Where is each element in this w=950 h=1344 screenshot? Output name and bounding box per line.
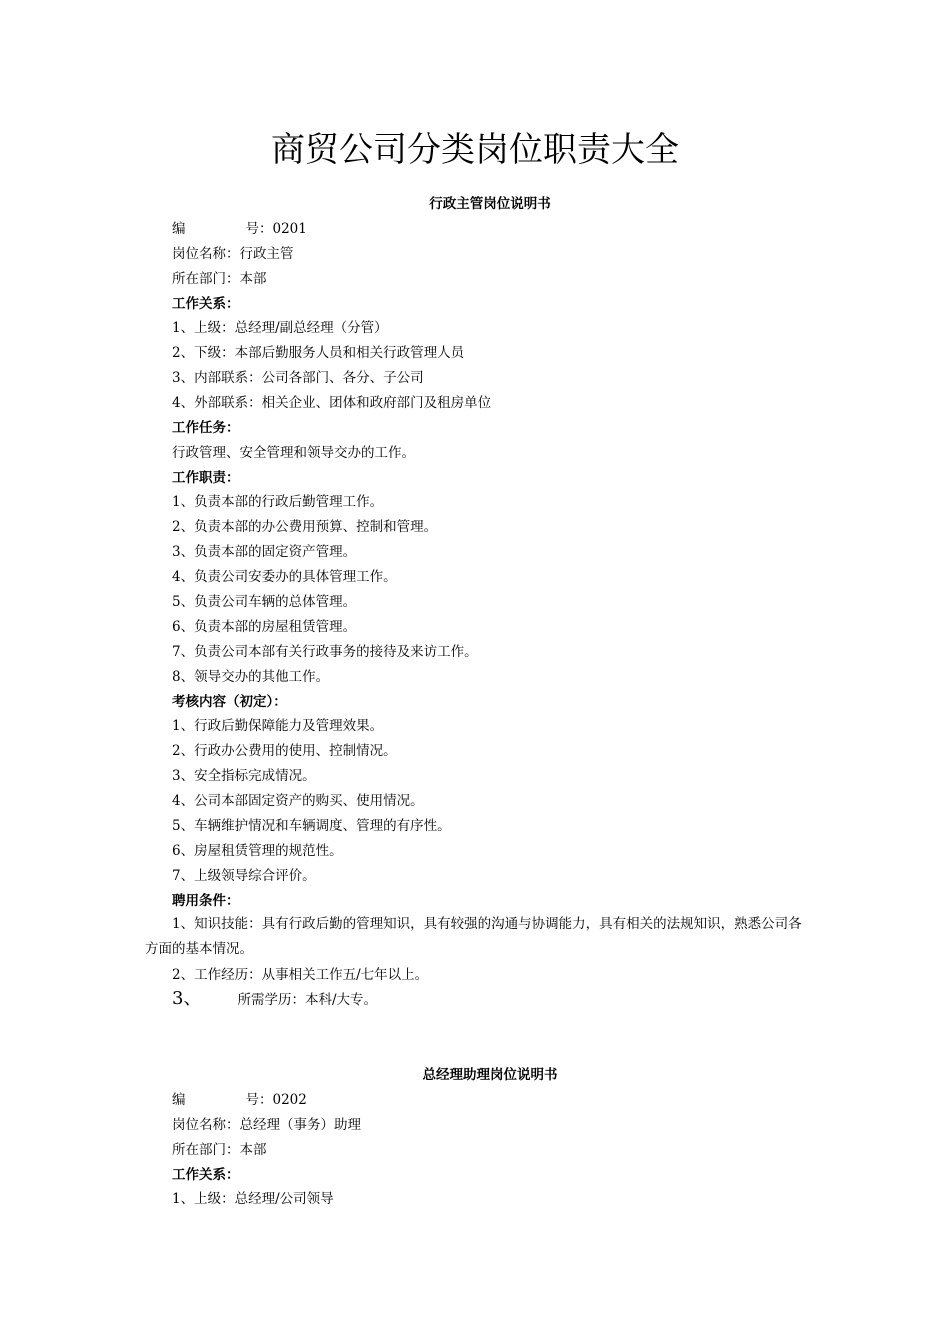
position-name: 岗位名称：总经理（事务）助理 xyxy=(172,1117,361,1133)
list-item: 7、负责公司本部有关行政事务的接待及来访工作。 xyxy=(172,644,478,660)
hiring-education xyxy=(172,990,377,1009)
hiring-heading: 聘用条件： xyxy=(172,893,240,909)
relations-heading: 工作关系： xyxy=(172,1167,240,1183)
list-item: 2、行政办公费用的使用、控制情况。 xyxy=(172,743,397,759)
list-item: 1、上级：总经理/副总经理（分管） xyxy=(172,320,388,336)
number-line xyxy=(172,1091,307,1109)
list-item: 3、负责本部的固定资产管理。 xyxy=(172,544,357,560)
document-title: 商贸公司分类岗位职责大全 xyxy=(271,130,679,170)
duties-heading: 工作职责： xyxy=(172,470,240,486)
number-line xyxy=(172,220,307,238)
list-item: 1、负责本部的行政后勤管理工作。 xyxy=(172,494,384,510)
list-item: 8、领导交办的其他工作。 xyxy=(172,669,330,685)
tasks-text: 行政管理、安全管理和领导交办的工作。 xyxy=(172,445,415,461)
list-item: 4、负责公司安委办的具体管理工作。 xyxy=(172,569,397,585)
list-item: 6、房屋租赁管理的规范性。 xyxy=(172,843,343,859)
list-item: 5、负责公司车辆的总体管理。 xyxy=(172,594,357,610)
section-title: 行政主管岗位说明书 xyxy=(429,196,551,212)
list-item: 6、负责本部的房屋租赁管理。 xyxy=(172,619,357,635)
list-item: 2、下级：本部后勤服务人员和相关行政管理人员 xyxy=(172,345,465,361)
assessment-heading: 考核内容（初定）： xyxy=(172,694,287,710)
department: 所在部门：本部 xyxy=(172,271,267,287)
list-item: 1、行政后勤保障能力及管理效果。 xyxy=(172,718,384,734)
list-item: 4、公司本部固定资产的购买、使用情况。 xyxy=(172,793,424,809)
list-number: 3、 xyxy=(172,988,202,1009)
number-label: 编 xyxy=(172,1092,186,1108)
number-value: 号：0202 xyxy=(245,1092,307,1108)
number-value: 号：0201 xyxy=(245,221,307,237)
list-item: 4、外部联系：相关企业、团体和政府部门及租房单位 xyxy=(172,395,492,411)
list-item: 7、上级领导综合评价。 xyxy=(172,868,316,884)
list-item: 1、上级：总经理/公司领导 xyxy=(172,1191,334,1207)
education-text: 所需学历：本科/大专。 xyxy=(237,992,378,1008)
department: 所在部门：本部 xyxy=(172,1142,267,1158)
list-item: 5、车辆维护情况和车辆调度、管理的有序性。 xyxy=(172,818,451,834)
position-name: 岗位名称：行政主管 xyxy=(172,246,294,262)
hiring-knowledge: 1、知识技能：具有行政后勤的管理知识，具有较强的沟通与协调能力，具有相关的法规知识，熟悉公司各方面的基本情况。 xyxy=(145,916,802,957)
section-title: 总经理助理岗位说明书 xyxy=(422,1067,558,1083)
tasks-heading: 工作任务： xyxy=(172,420,240,436)
list-item: 3、安全指标完成情况。 xyxy=(172,768,316,784)
number-label: 编 xyxy=(172,221,186,237)
relations-heading: 工作关系： xyxy=(172,296,240,312)
hiring-experience: 2、工作经历：从事相关工作五/七年以上。 xyxy=(172,967,429,983)
list-item: 3、内部联系：公司各部门、各分、子公司 xyxy=(172,370,424,386)
list-item: 2、负责本部的办公费用预算、控制和管理。 xyxy=(172,519,438,535)
